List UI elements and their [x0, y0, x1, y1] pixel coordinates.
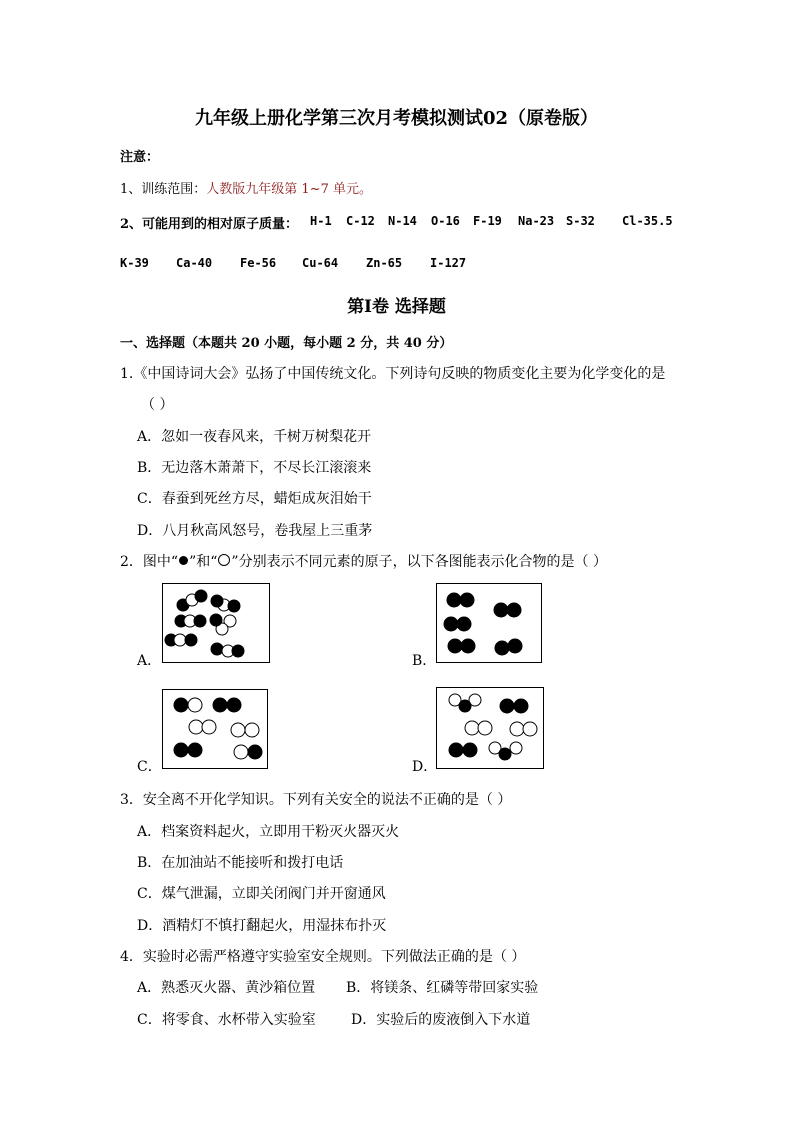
diagram-d-molecules: [437, 688, 543, 768]
filled-atom-icon: [179, 556, 188, 565]
q2-diagram-a: [162, 583, 270, 663]
hollow-atom-icon: [218, 554, 230, 566]
mass-c: C-12: [346, 214, 375, 228]
q3-option-c: C．煤气泄漏，立即关闭阀门并开窗通风: [137, 886, 386, 902]
q2-stem: [120, 551, 607, 571]
q4-option-a: A．熟悉灭火器、黄沙箱位置: [137, 980, 316, 996]
q1-option-a: A．忽如一夜春风来，千树万树梨花开: [137, 429, 372, 445]
q4-option-d: D．实验后的废液倒入下水道: [351, 1012, 531, 1028]
mass-h: H-1: [310, 214, 332, 228]
q3-option-d: D．酒精灯不慎打翻起火，用湿抹布扑灭: [137, 918, 387, 934]
q2-label-d: D．: [412, 759, 438, 775]
mass-s: S-32: [566, 214, 595, 228]
q4-stem: 4．实验时必需严格遵守实验室安全规则。下列做法正确的是（ ）: [120, 949, 526, 965]
mass-f: F-19: [473, 214, 502, 228]
mass-ca: Ca-40: [176, 256, 213, 270]
diagram-c-molecules: [163, 690, 267, 768]
document-title: 九年级上册化学第三次月考模拟测试02（原卷版）: [194, 108, 599, 129]
q2-label-b: B．: [412, 653, 437, 669]
q2-stem-part-c: ”分别表示不同元素的原子，以下各图能表示化合物的是（ ）: [231, 554, 608, 570]
q1-option-d: D．八月秋高风怒号，卷我屋上三重茅: [137, 523, 373, 539]
diagram-a-molecules: [163, 584, 269, 662]
q2-diagram-d: [436, 687, 544, 769]
part-1-heading: 一、选择题（本题共 20 小题，每小题 2 分，共 40 分）: [120, 336, 453, 351]
q1-option-b: B．无边落木萧萧下，不尽长江滚滚来: [137, 460, 372, 476]
mass-k: K-39: [120, 256, 149, 270]
mass-cu: Cu-64: [302, 256, 339, 270]
q3-option-b: B．在加油站不能接听和拨打电话: [137, 855, 344, 871]
mass-na: Na-23: [518, 214, 555, 228]
mass-cl: Cl-35.5: [622, 214, 673, 228]
diagram-b-molecules: [437, 584, 541, 662]
q1-stem: 1.《中国诗词大会》弘扬了中国传统文化。下列诗句反映的物质变化主要为化学变化的是: [120, 366, 666, 382]
q2-diagram-b: [436, 583, 542, 663]
mass-i: I-127: [430, 256, 467, 270]
q3-option-a: A．档案资料起火，立即用干粉灭火器灭火: [137, 824, 400, 840]
mass-zn: Zn-65: [366, 256, 403, 270]
q1-paren: （ ）: [141, 397, 174, 413]
mass-fe: Fe-56: [240, 256, 277, 270]
notice-label: 注意：: [120, 150, 160, 165]
section-title: 第Ⅰ卷 选择题: [347, 297, 446, 317]
mass-o: O-16: [431, 214, 460, 228]
q2-label-c: C．: [137, 759, 162, 775]
q4-option-b: B．将镁条、红磷等带回家实验: [346, 980, 539, 996]
q2-label-a: A．: [137, 653, 162, 669]
note-1-prefix: 1、训练范围：: [120, 182, 207, 197]
note-1: [120, 178, 372, 197]
q2-stem-part-a: 2．图中“: [120, 554, 179, 570]
mass-n: N-14: [388, 214, 417, 228]
q3-stem: 3．安全离不开化学知识。下列有关安全的说法不正确的是（ ）: [120, 792, 512, 808]
q1-option-c: C．春蚕到死丝方尽，蜡炬成灰泪始干: [137, 491, 372, 507]
note-2-label: 2、可能用到的相对原子质量：: [120, 217, 299, 232]
q2-stem-part-b: ”和“: [189, 554, 218, 570]
q4-option-c: C．将零食、水杯带入实验室: [137, 1012, 316, 1028]
q2-diagram-c: [162, 689, 268, 769]
note-1-value: 人教版九年级第 1~7 单元。: [206, 182, 372, 197]
